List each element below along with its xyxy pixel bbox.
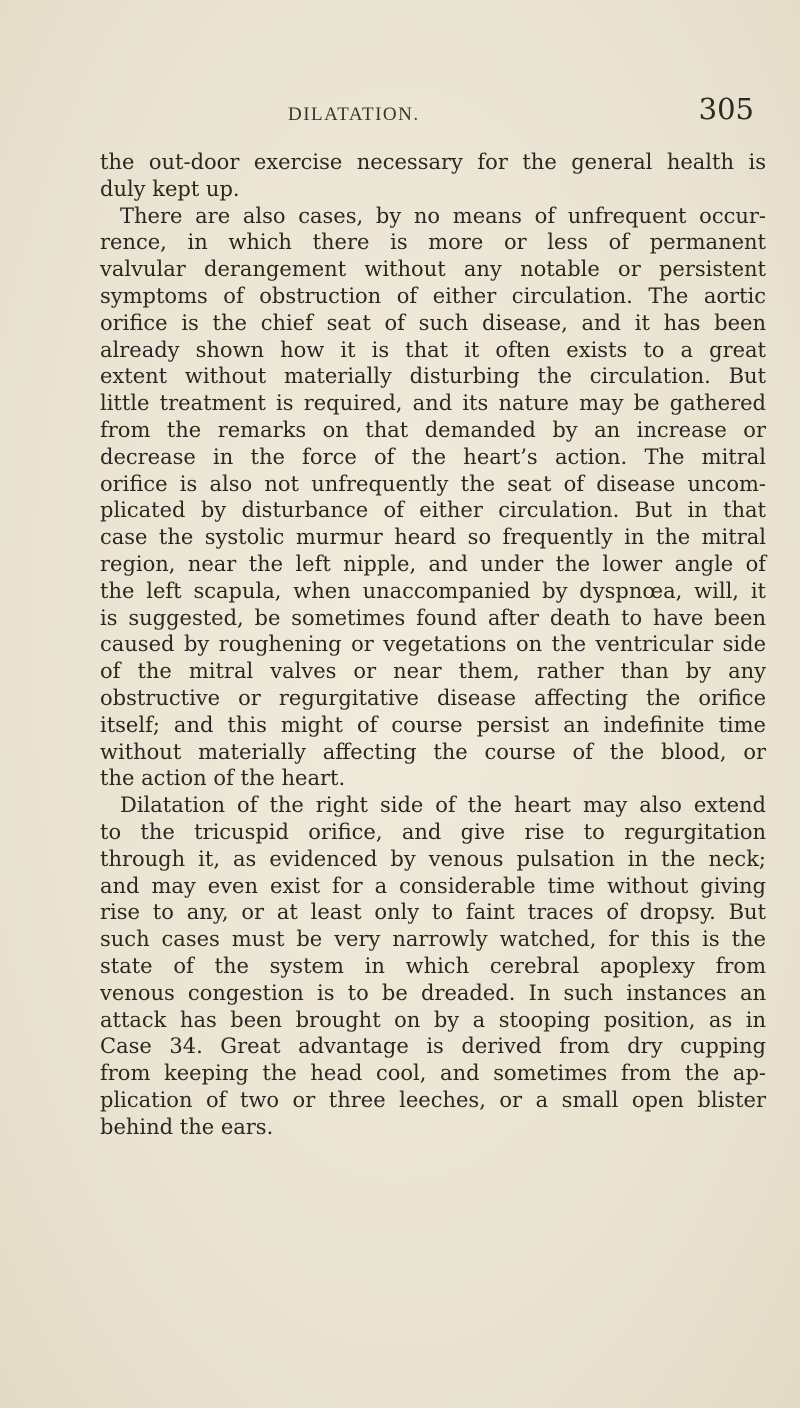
running-title: DILATATION. (288, 104, 420, 125)
text-line: little treatment is required, and its nature may be gathered (100, 391, 766, 416)
page-number: 305 (698, 92, 754, 126)
paragraph-start: There are also cases, by no means of unfrequent occur- (120, 203, 766, 228)
text-line: is suggested, be sometimes found after death to have been (100, 605, 766, 630)
text-line: case the systolic murmur heard so frequently in the mitral (100, 525, 766, 550)
text-line: from keeping the head cool, and sometimes from the ap- (100, 1061, 766, 1086)
text-line: such cases must be very narrowly watched, for this is the (100, 927, 766, 952)
body-text (100, 149, 766, 1140)
text-line: rence, in which there is more or less of permanent (100, 230, 766, 255)
text-line: the left scapula, when unaccompanied by dyspnœa, will, it (100, 578, 766, 603)
text-line: obstructive or regurgitative disease affecting the orifice (100, 685, 766, 710)
text-line: plicated by disturbance of either circulation. But in that (100, 498, 766, 523)
text-line: from the remarks on that demanded by an increase or (100, 417, 766, 442)
text-line: orifice is also not unfrequently the seat of disease uncom- (100, 471, 766, 496)
text-line: orifice is the chief seat of such disease, and it has been (100, 310, 766, 335)
text-line: itself; and this might of course persist an indefinite time (100, 712, 766, 737)
text-line: symptoms of obstruction of either circulation. The aortic (100, 283, 766, 308)
running-head (100, 92, 760, 132)
text-line: valvular derangement without any notable or persistent (100, 257, 766, 282)
text-line: the out-door exercise necessary for the general health is (100, 150, 766, 174)
text-line: and may even exist for a considerable time without giving (100, 873, 766, 898)
text-line: decrease in the force of the heart’s action. The mitral (100, 444, 766, 469)
text-line: without materially affecting the course of the blood, or (100, 739, 766, 764)
text-line: duly kept up. (100, 176, 240, 201)
text-line: through it, as evidenced by venous pulsation in the neck; (100, 846, 766, 871)
text-line: of the mitral valves or near them, rather than by any (100, 659, 766, 684)
text-line: extent without materially disturbing the circulation. But (100, 364, 766, 389)
paragraph-start: Dilatation of the right side of the heart may also extend (120, 793, 766, 818)
text-line: caused by roughening or vegetations on the ventricular side (100, 632, 766, 657)
text-line: plication of two or three leeches, or a small open blister (100, 1087, 766, 1112)
text-line: Case 34. Great advantage is derived from dry cupping (100, 1034, 766, 1059)
text-line: state of the system in which cerebral apoplexy from (100, 953, 766, 978)
text-line: rise to any, or at least only to faint traces of dropsy. But (100, 900, 766, 925)
text-line: already shown how it is that it often exists to a great (100, 337, 766, 362)
text-line: behind the ears. (100, 1114, 274, 1139)
text-line: to the tricuspid orifice, and give rise to regurgitation (100, 819, 766, 844)
text-line: the action of the heart. (100, 766, 346, 791)
text-line: attack has been brought on by a stooping position, as in (100, 1007, 766, 1032)
text-line: venous congestion is to be dreaded. In such instances an (100, 980, 766, 1005)
text-line: region, near the left nipple, and under the lower angle of (100, 551, 766, 576)
